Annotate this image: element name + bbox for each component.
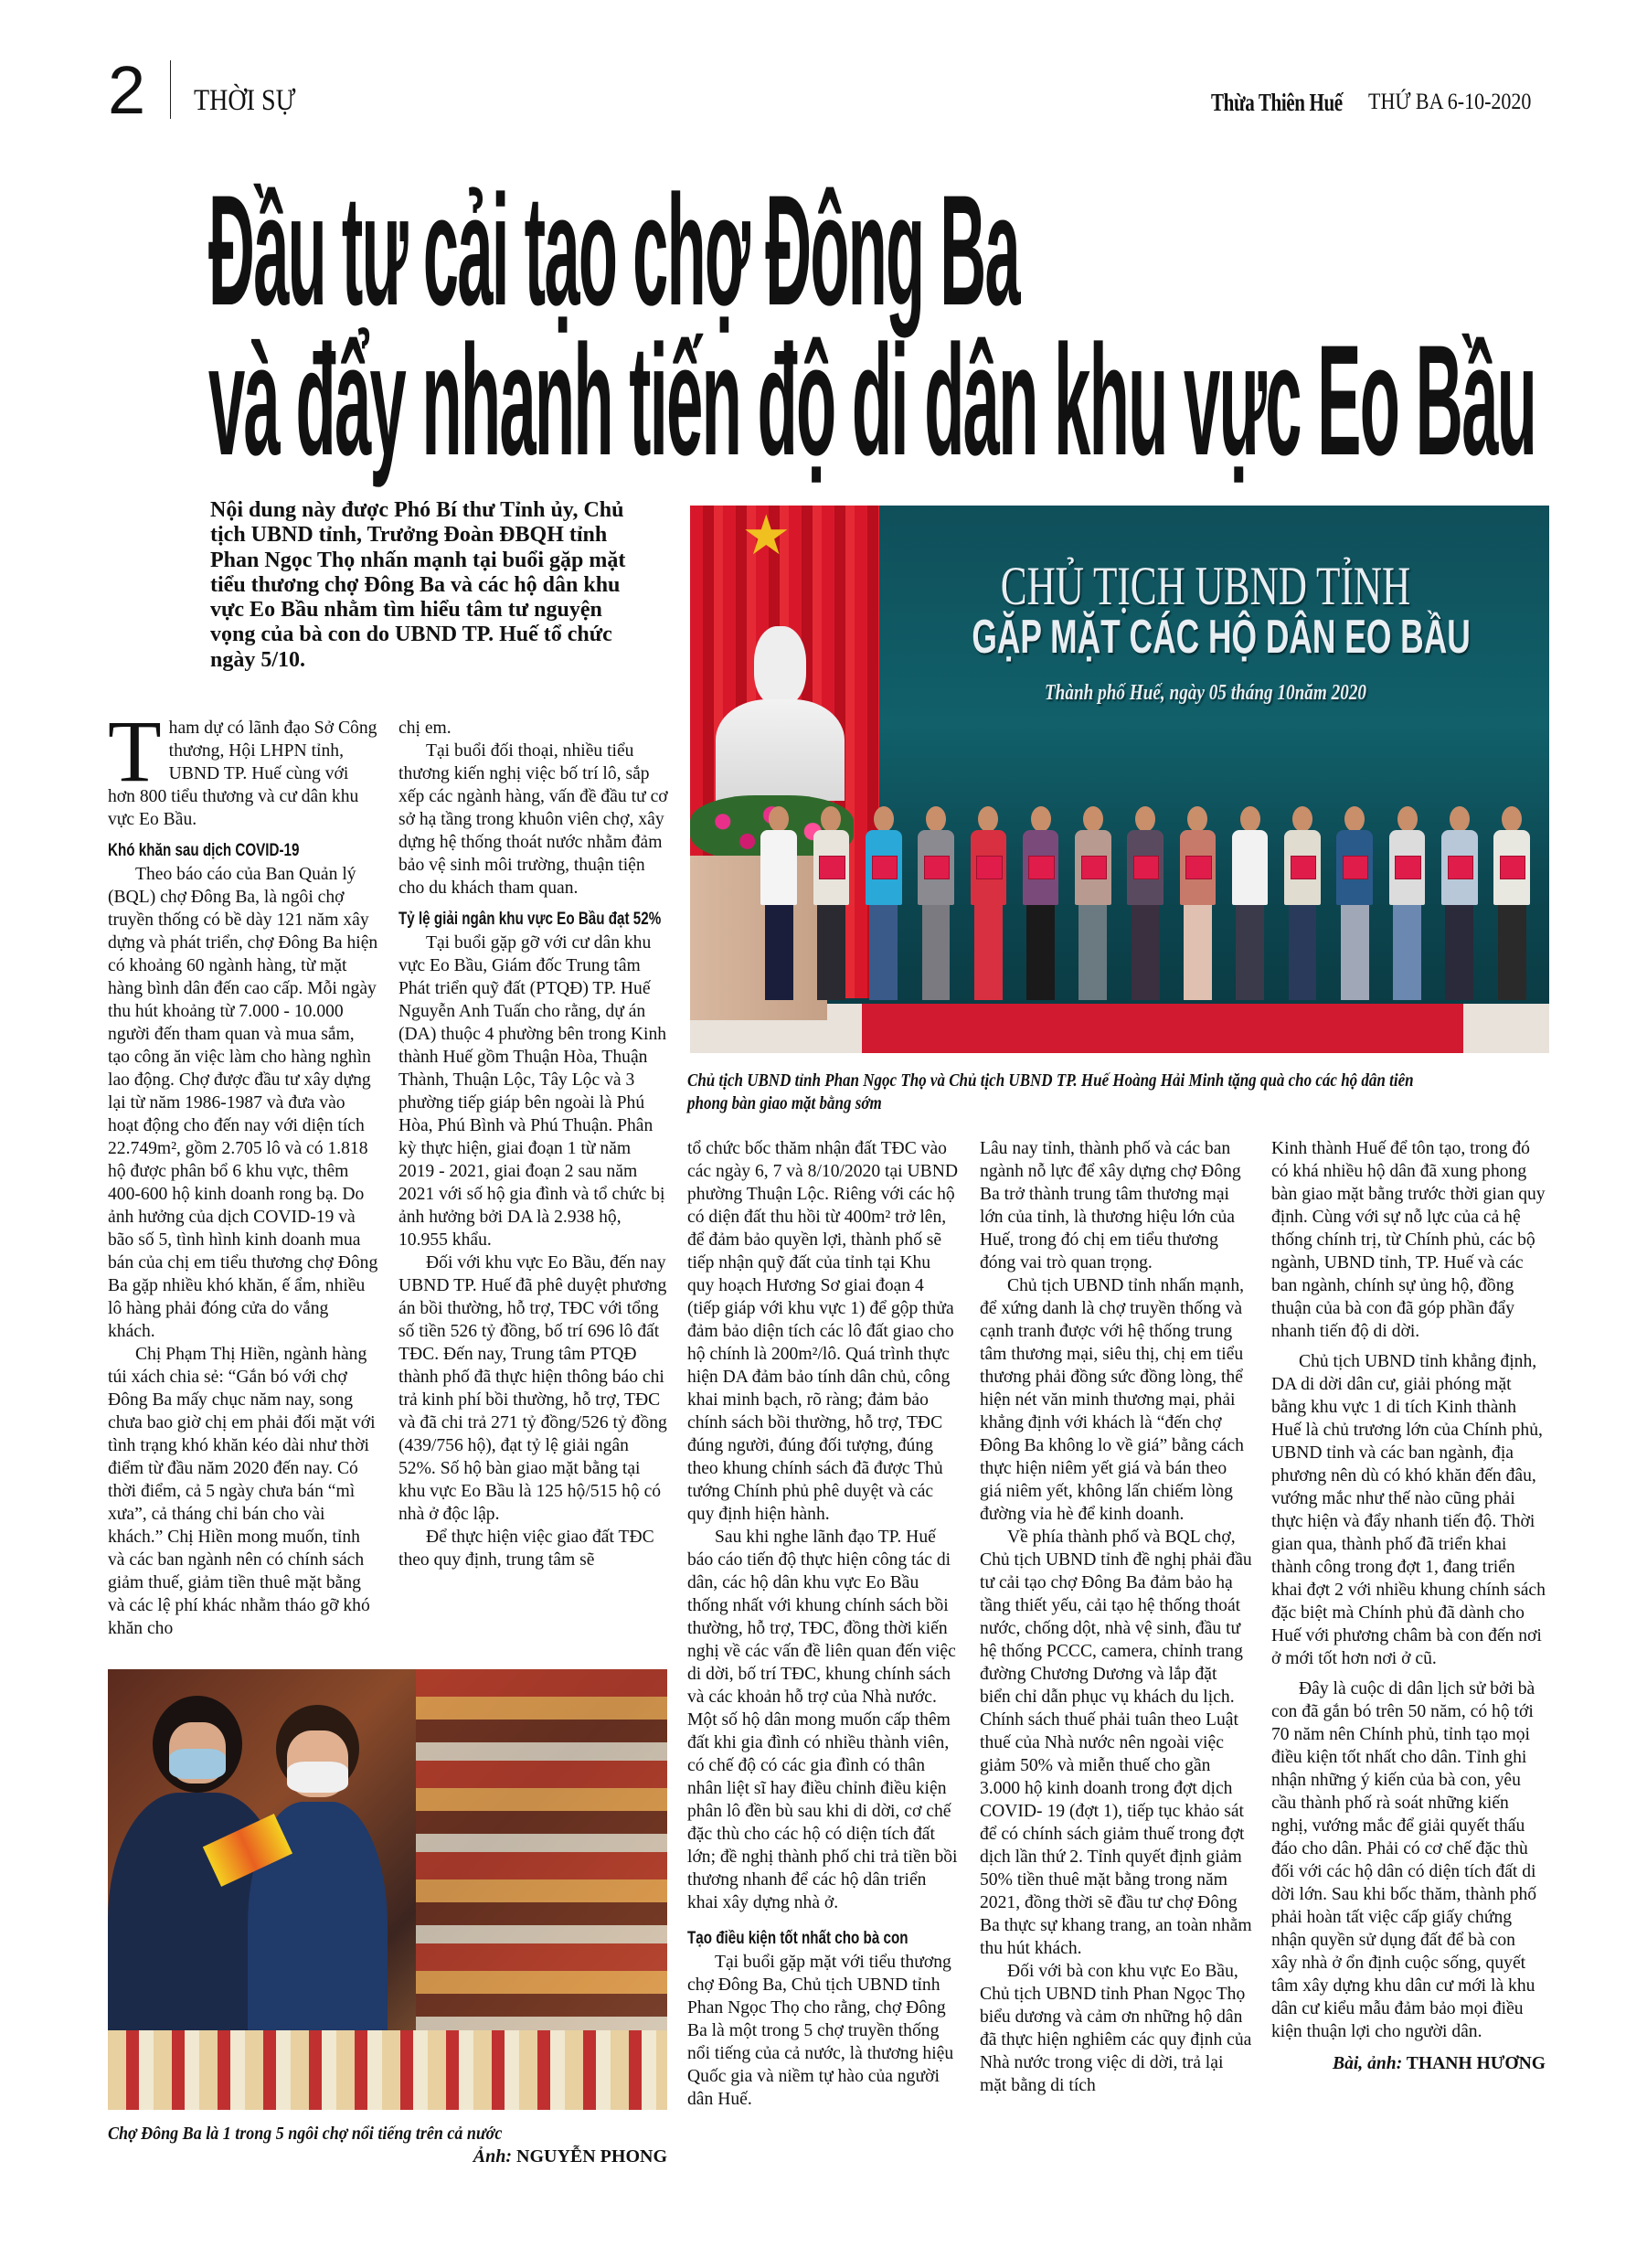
article-column-3 — [687, 1137, 960, 2111]
gift-box — [1291, 856, 1316, 879]
page-number: 2 — [108, 52, 146, 128]
section-title: THỜI SỰ — [194, 84, 296, 117]
person-figure — [1073, 806, 1113, 1004]
gift-box — [1133, 856, 1159, 879]
header-divider — [170, 60, 171, 119]
photo-caption-top: Chủ tịch UBND tỉnh Phan Ngọc Thọ và Chủ tịch UBND TP. Huế Hoàng Hải Minh tặng quà cho các hộ dân tiên phong bàn giao mặt bằng sớm — [687, 1070, 1414, 1113]
headline-line-1: Đầu tư cải tạo chợ Đông Ba — [208, 163, 1019, 338]
paragraph: Chị Phạm Thị Hiền, ngành hàng túi xách chia sẻ: “Gắn bó với chợ Đông Ba mấy chục năm nay, song chưa bao giờ chị em phải đối mặt với tình trạng khó khăn kéo dài như thời điểm từ đầu năm 2020 đến nay. Có thời điểm, cả 5 ngày chưa bán “mì xưa”, cả tháng chỉ bán cho vài khách.” Chị Hiền mong muốn, tỉnh và các ban ngành nên có chính sách giảm thuế, giảm tiền thuê mặt bằng và các lệ phí khác nhằm tháo gỡ khó khăn cho — [108, 1345, 376, 1638]
gift-box — [1395, 856, 1420, 879]
gift-box — [1343, 856, 1368, 879]
paragraph: Theo báo cáo của Ban Quản lý (BQL) chợ Đông Ba, là ngôi chợ truyền thống có bề dày 121 năm xây dựng và phát triển, chợ Đông Ba hiện có khoảng 60 ngành hàng, từ mặt hàng bình dân đến cao cấp. Mỗi ngày thu hút khoảng từ 7.000 - 10.000 người đến tham quan và mua sắm, tạo công ăn việc làm cho hàng nghìn lao động. Chợ được đầu tư xây dựng lại từ năm 1986-1987 và đưa vào hoạt động cho đến nay với diện tích 22.749m², gồm 2.705 lô và có 1.818 hộ được phân bổ 6 khu vực, thêm 400-600 hộ kinh doanh rong bạ. Do ảnh hưởng của dịch COVID-19 và bão số 5, tình hình kinh doanh mua bán của chị em tiểu thương chợ Đông Ba gặp nhiều khó khăn, ế ẩm, nhiều lô hàng phải đóng cửa do vắng khách. — [108, 865, 378, 1341]
person-figure — [1230, 806, 1270, 1004]
person-figure — [968, 806, 1008, 1004]
paragraph: Tại buổi đối thoại, nhiều tiểu thương kiến nghị việc bố trí lô, sắp xếp các ngành hàng, vấn đề đầu tư cơ sở hạ tầng trong khuôn viên chợ, xây dựng hệ thống thoát nước nhằm đảm bảo vệ sinh môi trường, thuận tiện cho du khách tham quan. — [398, 741, 668, 898]
banner-line-3: Thành phố Huế, ngày 05 tháng 10năm 2020 — [1044, 680, 1367, 705]
paragraph: Chủ tịch UBND tỉnh nhấn mạnh, để xứng danh là chợ truyền thống và cạnh tranh được với hệ thống trung tâm thương mại, siêu thị, chị em tiểu thương phải đồng sức đồng lòng, thể hiện nét văn minh thương mại, phải khẳng định với khách là “đến chợ Đông Ba không lo về giá” bằng cách thực hiện niêm yết giá và bán theo giá niêm yết, không lấn chiếm lòng đường vỉa hè để kinh doanh. — [980, 1276, 1245, 1524]
person-figure — [1125, 806, 1165, 1004]
person-figure — [1282, 806, 1323, 1004]
person-figure — [1492, 806, 1532, 1004]
person-figure — [1334, 806, 1375, 1004]
byline-name: THANH HƯƠNG — [1406, 2054, 1546, 2073]
paragraph: Kinh thành Huế để tôn tạo, trong đó có khá nhiều hộ dân đã xung phong bàn giao mặt bằng trước thời gian quy định. Cùng với sự nỗ lực của cả hệ thống chính trị, từ Chính phủ, các bộ ngành, UBND tỉnh, TP. Huế và các ban ngành, chính sự ủng hộ, đồng thuận của bà con đã góp phần đẩy nhanh tiến độ di dời. — [1271, 1139, 1546, 1341]
person-figure — [864, 806, 904, 1004]
subheading: Khó khăn sau dịch COVID-19 — [108, 841, 300, 860]
person-figure — [1440, 806, 1480, 1004]
paragraph: Lâu nay tỉnh, thành phố và các ban ngành nỗ lực để xây dựng chợ Đông Ba trở thành trung tâm thương mại lớn của tỉnh, là thương hiệu lớn của Huế, trong đó chị em tiểu thương đóng vai trò quan trọng. — [980, 1139, 1241, 1272]
headline-line-2: và đẩy nhanh tiến độ di dân khu vực Eo Bầu — [208, 313, 1536, 488]
gift-box — [924, 856, 950, 879]
paragraph: Đối với bà con khu vực Eo Bầu, Chủ tịch UBND tỉnh Phan Ngọc Thọ biểu dương và cảm ơn những hộ dân đã thực hiện nghiêm các quy định của Nhà nước trong việc di dời, trả lại mặt bằng di tích — [980, 1962, 1252, 2095]
photo-caption-bottom: Chợ Đông Ba là 1 trong 5 ngôi chợ nổi tiếng trên cả nước — [108, 2124, 503, 2144]
gift-box — [1185, 856, 1211, 879]
paragraph: Đây là cuộc di dân lịch sử bởi bà con đã gắn bó trên 50 năm, có hộ tới 70 năm nên Chính phủ, tỉnh tạo mọi điều kiện tốt nhất cho dân. Tỉnh ghi nhận những ý kiến của bà con, yêu cầu thành phố rà soát những kiến nghị, vướng mắc để giải quyết thấu đáo cho dân. Phải có cơ chế đặc thù đối với các hộ dân có diện tích đất di dời lớn. Sau khi bốc thăm, thành phố phải hoàn tất việc cấp giấy chứng nhận quyền sử dụng đất để bà con xây nhà ở ổn định cuộc sống, quyết tâm xây dựng khu dân cư mới là khu dân cư kiểu mẫu đảm bảo mọi điều kiện thuận lợi cho người dân. — [1271, 1679, 1537, 2041]
paragraph: Về phía thành phố và BQL chợ, Chủ tịch UBND tỉnh đề nghị phải đầu tư cải tạo chợ Đông Ba đảm bảo hạ tầng thiết yếu, cải tạo hệ thống thoát nước, chống dột, nhà vệ sinh, đầu tư hệ thống PCCC, camera, chỉnh trang đường Chương Dương và lắp đặt biển chỉ dẫn phục vụ khách du lịch. Chính sách thuế phải tuân theo Luật thuế của Nhà nước nên ngoài việc giảm 50% và miễn thuế cho gần 3.000 hộ kinh doanh trong đợt dịch COVID- 19 (đợt 1), tiếp tục khảo sát để có chính sách giảm thuế trong đợt dịch lần thứ 2. Tỉnh quyết định giảm 50% tiền thuê mặt bằng trong năm 2021, đồng thời sẽ đầu tư chợ Đông Ba thực sự khang trang, an toàn nhằm thu hút khách. — [980, 1528, 1252, 1958]
paragraph: Để thực hiện việc giao đất TĐC theo quy định, trung tâm sẽ — [398, 1528, 654, 1570]
gift-box — [976, 856, 1002, 879]
person-figure — [1387, 806, 1428, 1004]
person-figure — [759, 806, 799, 1004]
article-column-4 — [980, 1137, 1252, 2097]
statue-bust — [716, 626, 845, 802]
banner-line-2: GẶP MẶT CÁC HỘ DÂN EO BẦU — [972, 610, 1471, 664]
paragraph: chị em. — [398, 719, 452, 738]
subheading: Tạo điều kiện tốt nhất cho bà con — [687, 1929, 909, 1948]
paragraph: Chủ tịch UBND tỉnh khẳng định, DA di dời dân cư, giải phóng mặt bằng khu vực 1 di tích Kinh thành Huế là chủ trương lớn của Chính phủ, UBND tỉnh và các ban ngành, địa phương nên dù có khó khăn đến đâu, vướng mắc như thế nào cũng phải thực hiện và đẩy nhanh tiến độ. Thời gian qua, thành phố đã triển khai thành công trong đợt 1, đang triển khai đợt 2 với nhiều khung chính sách đặc biệt mà Chính phủ đã dành cho Huế với phương châm bà con đến nơi ở mới tốt hơn nơi ở cũ. — [1271, 1352, 1546, 1668]
article-column-1 — [108, 702, 378, 1640]
lead-paragraph: Nội dung này được Phó Bí thư Tỉnh ủy, Chủ tịch UBND tỉnh, Trưởng Đoàn ĐBQH tỉnh Phan Ngọc Thọ nhấn mạnh tại buổi gặp mặt tiểu thương chợ Đông Ba và các hộ dân khu vực Eo Bầu nhằm tìm hiểu tâm tư nguyện vọng của bà con do UBND TP. Huế tổ chức ngày 5/10. — [210, 498, 626, 672]
gift-box — [872, 856, 898, 879]
drop-cap: T — [108, 702, 162, 800]
issue-date: THỨ BA 6-10-2020 — [1368, 90, 1532, 114]
star-icon: ★ — [741, 506, 792, 566]
market-photo — [108, 1669, 667, 2110]
subheading: Tỷ lệ giải ngân khu vực Eo Bầu đạt 52% — [398, 910, 662, 929]
article-column-5 — [1271, 1137, 1546, 2075]
goods-table — [108, 2030, 667, 2110]
paragraph: ham dự có lãnh đạo Sở Công thương, Hội LHPN tỉnh, UBND TP. Huế cùng với hơn 800 tiểu thương và cư dân khu vực Eo Bầu. — [108, 719, 377, 829]
gift-box — [819, 856, 845, 879]
byline — [1271, 2052, 1546, 2075]
banner-line-1: CHỦ TỊCH UBND TỈNH — [1000, 555, 1411, 616]
photo-credit — [384, 2146, 667, 2168]
gift-box — [1028, 856, 1054, 879]
credit-label: Ảnh: — [473, 2146, 512, 2167]
paragraph: Tại buổi gặp gỡ với cư dân khu vực Eo Bầu, Giám đốc Trung tâm Phát triển quỹ đất (PTQĐ) TP. Huế Nguyễn Anh Tuấn cho rằng, dự án (DA) thuộc 4 phường bên trong Kinh thành Huế gồm Thuận Hòa, Thuận Thành, Thuận Lộc, Tây Lộc và 3 phường tiếp giáp bên ngoài là Phú Hòa, Phú Bình và Phú Thuận. Phân kỳ thực hiện, giai đoạn 1 từ năm 2019 - 2021, giai đoạn 2 sau năm 2021 với số hộ gia đình và tổ chức bị ảnh hưởng bởi DA là 2.938 hộ, 10.955 khẩu. — [398, 933, 667, 1250]
person-figure — [811, 806, 851, 1004]
gift-box — [1448, 856, 1473, 879]
credit-name: NGUYỄN PHONG — [516, 2146, 667, 2167]
article-column-2 — [398, 717, 669, 1571]
people-group — [759, 806, 1532, 1004]
paragraph: tổ chức bốc thăm nhận đất TĐC vào các ngày 6, 7 và 8/10/2020 tại UBND phường Thuận Lộc. Riêng với các hộ có diện đất thu hồi từ 400m² trở lên, để đảm bảo quyền lợi, thành phố sẽ tiếp nhận quỹ đất của tỉnh tại Khu quy hoạch Hương Sơ giai đoạn 4 (tiếp giáp với khu vực 1) để gộp thửa đảm bảo diện tích các lô đất giao cho hộ chính là 200m²/lô. Quá trình thực hiện DA đảm bảo tính dân chủ, công khai minh bạch, rõ ràng; đảm bảo chính sách bồi thường, hỗ trợ, TĐC đúng người, đúng đối tượng, đúng theo khung chính sách đã được Thủ tướng Chính phủ phê duyệt và các quy định hiện hành. — [687, 1139, 959, 1524]
person-figure — [1177, 806, 1217, 1004]
paragraph: Sau khi nghe lãnh đạo TP. Huế báo cáo tiến độ thực hiện công tác di dân, các hộ dân khu vực Eo Bầu thống nhất với khung chính sách bồi thường, hỗ trợ, TĐC, đồng thời kiến nghị về các vấn đề liên quan đến việc di dời, bố trí TĐC, khung chính sách và các khoản hỗ trợ của Nhà nước. Một số hộ dân mong muốn cấp thêm đất khi gia đình có nhiều thành viên, có chế độ có các gia đình có thân nhân liệt sĩ hay điều chỉnh điều kiện phân lô đền bù sau khi di dời, cơ chế đặc thù cho các hộ có diện tích đất lớn; đề nghị thành phố chi trả tiền bồi thương nhanh để các hộ dân triển khai xây dựng nhà ở. — [687, 1528, 958, 1912]
person-figure — [916, 806, 956, 1004]
person-figure — [1021, 806, 1061, 1004]
newspaper-name: Thừa Thiên Huế — [1211, 89, 1343, 116]
face-mask — [169, 1749, 225, 1780]
face-mask — [287, 1762, 348, 1793]
red-carpet — [862, 1004, 1463, 1053]
paragraph: Tại buổi gặp mặt với tiểu thương chợ Đông Ba, Chủ tịch UBND tỉnh Phan Ngọc Thọ cho rằng, chợ Đông Ba là một trong 5 chợ truyền thống nổi tiếng của cả nước, là thương hiệu Quốc gia và niềm tự hào của người dân Huế. — [687, 1953, 954, 2109]
gift-box — [1081, 856, 1107, 879]
byline-label: Bài, ảnh: — [1333, 2054, 1403, 2073]
event-photo — [690, 506, 1549, 1053]
paragraph: Đối với khu vực Eo Bầu, đến nay UBND TP. Huế đã phê duyệt phương án bồi thường, hỗ trợ, TĐC với tổng số tiền 526 tỷ đồng, bố trí 696 lô đất TĐC. Đến nay, Trung tâm PTQĐ thành phố đã thực hiện thông báo chi trả kinh phí bồi thường, hỗ trợ, TĐC và đã chi trả 271 tỷ đồng/526 tỷ đồng (439/756 hộ), đạt tỷ lệ giải ngân 52%. Số hộ bàn giao mặt bằng tại khu vực Eo Bầu là 125 hộ/515 hộ có nhà ở độc lập. — [398, 1253, 667, 1524]
gift-box — [1500, 856, 1525, 879]
